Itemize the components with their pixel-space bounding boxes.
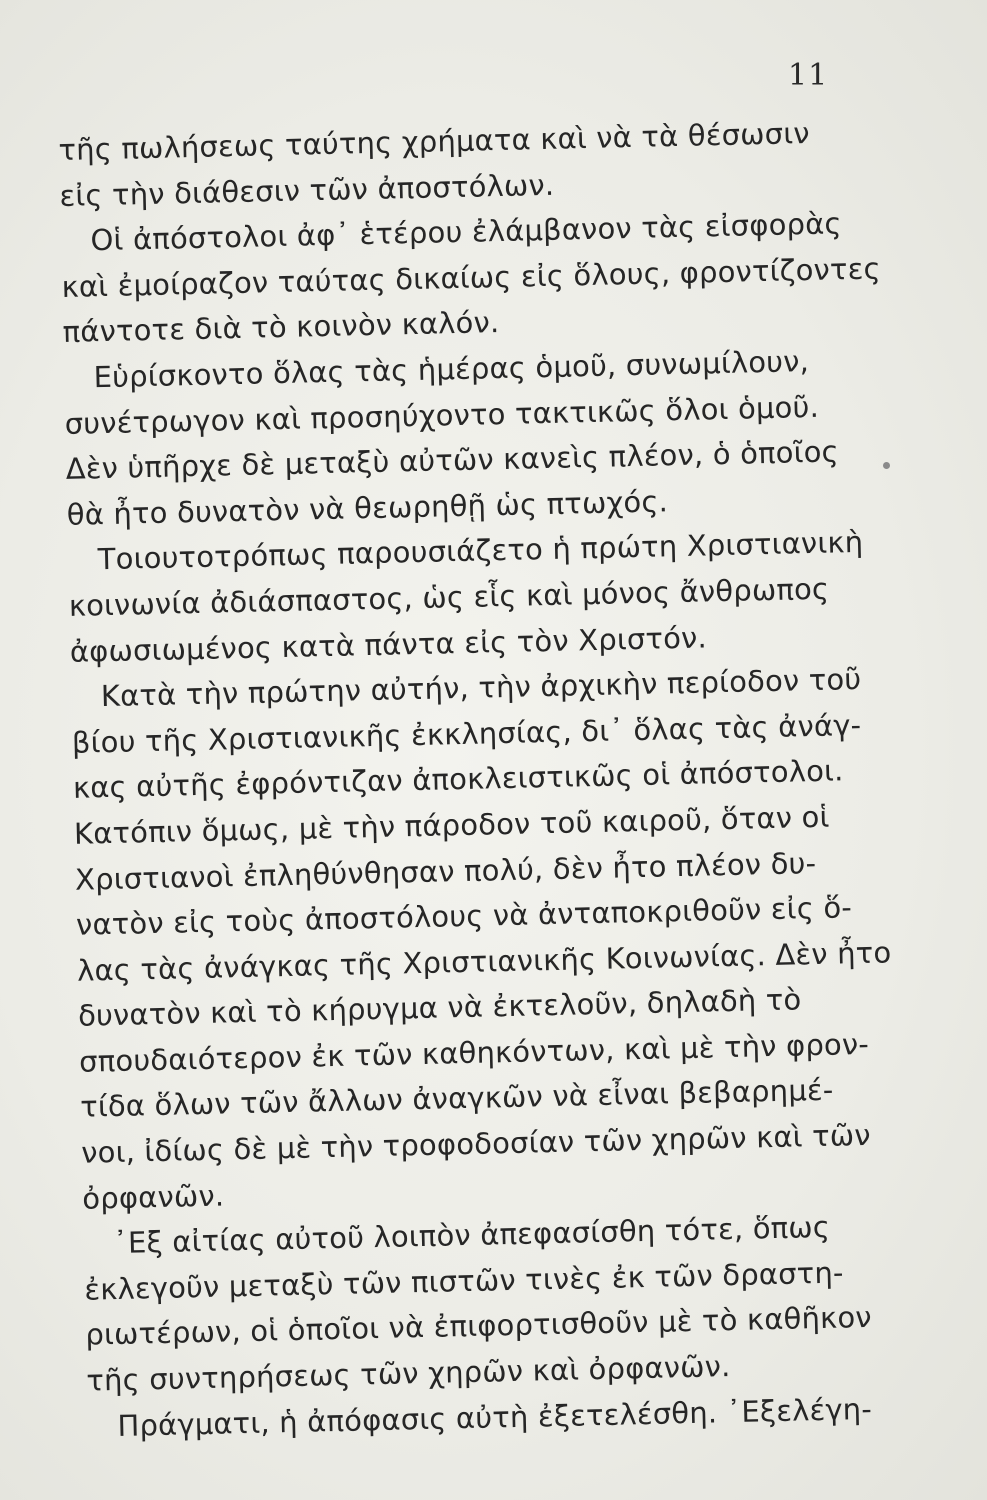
- text-line: νατὸν εἰς τοὺς ἀποστόλους νὰ ἀνταποκριθοῦν εἰς ὅ-: [75, 890, 853, 942]
- text-line: ὀρφανῶν.: [81, 1178, 225, 1216]
- paragraph-start-line: Οἱ ἀπόστολοι ἀφ᾽ ἑτέρου ἐλάμβανον τὰς εἰσφορὰς: [90, 206, 843, 258]
- text-line: καὶ ἐμοίραζον ταύτας δικαίως εἰς ὅλους, φροντίζοντες: [61, 251, 882, 304]
- page-number: 11: [788, 58, 829, 93]
- text-line: εἰς τὴν διάθεσιν τῶν ἀποστόλων.: [59, 167, 555, 213]
- paragraph-start-line: Κατὰ τὴν πρώτην αὐτήν, τὴν ἀρχικὴν περίοδον τοῦ: [100, 662, 862, 714]
- text-line: λας τὰς ἀνάγκας τῆς Χριστιανικῆς Κοινωνίας. Δὲν ἦτο: [76, 934, 892, 988]
- text-line: ριωτέρων, οἱ ὁποῖοι νὰ ἐπιφορτισθοῦν μὲ τὸ καθῆκον: [85, 1300, 873, 1353]
- text-line: δυνατὸν καὶ τὸ κήρυγμα νὰ ἐκτελοῦν, δηλαδὴ τὸ: [77, 982, 802, 1034]
- paragraph-start-line: Τοιουτοτρόπως παρουσιάζετο ἡ πρώτη Χριστιανικὴ: [97, 525, 864, 577]
- text-line: τίδα ὅλων τῶν ἄλλων ἀναγκῶν νὰ εἶναι βεβαρημέ-: [79, 1073, 834, 1125]
- text-line: βίου τῆς Χριστιανικῆς ἐκκλησίας, δι᾽ ὅλας τὰς ἀνάγ-: [71, 707, 862, 760]
- text-line: νοι, ἰδίως δὲ μὲ τὴν τροφοδοσίαν τῶν χηρῶν καὶ τῶν: [80, 1117, 872, 1170]
- text-line: συνέτρωγον καὶ προσηύχοντο τακτικῶς ὅλοι ὁμοῦ.: [64, 389, 820, 441]
- paragraph-start-line: Εὑρίσκοντο ὅλας τὰς ἡμέρας ὁμοῦ, συνωμίλουν,: [93, 343, 810, 395]
- text-line: κας αὐτῆς ἐφρόντιζαν ἀποκλειστικῶς οἱ ἀπόστολοι.: [72, 753, 844, 806]
- text-line: Δὲν ὑπῆρχε δὲ μεταξὺ αὐτῶν κανεὶς πλέον, ὁ ὁποῖος: [65, 434, 840, 487]
- text-line: ἐκλεγοῦν μεταξὺ τῶν πιστῶν τινὲς ἐκ τῶν δραστη-: [83, 1255, 844, 1307]
- text-line: Κατόπιν ὅμως, μὲ τὴν πάροδον τοῦ καιροῦ, ὅταν οἱ: [73, 799, 830, 851]
- text-line: τῆς πωλήσεως ταύτης χρήματα καὶ νὰ τὰ θέσωσιν: [58, 115, 811, 167]
- text-line: ἀφωσιωμένος κατὰ πάντα εἰς τὸν Χριστόν.: [69, 619, 708, 669]
- text-line: κοινωνία ἀδιάσπαστος, ὡς εἷς καὶ μόνος ἄνθρωπος: [68, 571, 830, 623]
- text-line: Χριστιανοὶ ἐπληθύνθησαν πολύ, δὲν ἦτο πλέον δυ-: [74, 845, 817, 897]
- scan-speck: [883, 462, 890, 469]
- text-line: σπουδαιότερον ἐκ τῶν καθηκόντων, καὶ μὲ τὴν φρον-: [78, 1026, 870, 1079]
- paragraph-start-line: ᾽Εξ αἰτίας αὐτοῦ λοιπὸν ἀπεφασίσθη τότε, ὅπως: [112, 1210, 831, 1261]
- body-text: [58, 109, 918, 1450]
- text-line: πάντοτε διὰ τὸ κοινὸν καλόν.: [62, 305, 500, 350]
- text-line: τῆς συντηρήσεως τῶν χηρῶν καὶ ὀρφανῶν.: [86, 1349, 731, 1398]
- text-line: θὰ ἦτο δυνατὸν νὰ θεωρηθῇ ὡς πτωχός.: [66, 484, 669, 532]
- paragraph-start-line: Πράγματι, ἡ ἀπόφασις αὐτὴ ἐξετελέσθη. ᾽Εξελέγη-: [117, 1391, 873, 1443]
